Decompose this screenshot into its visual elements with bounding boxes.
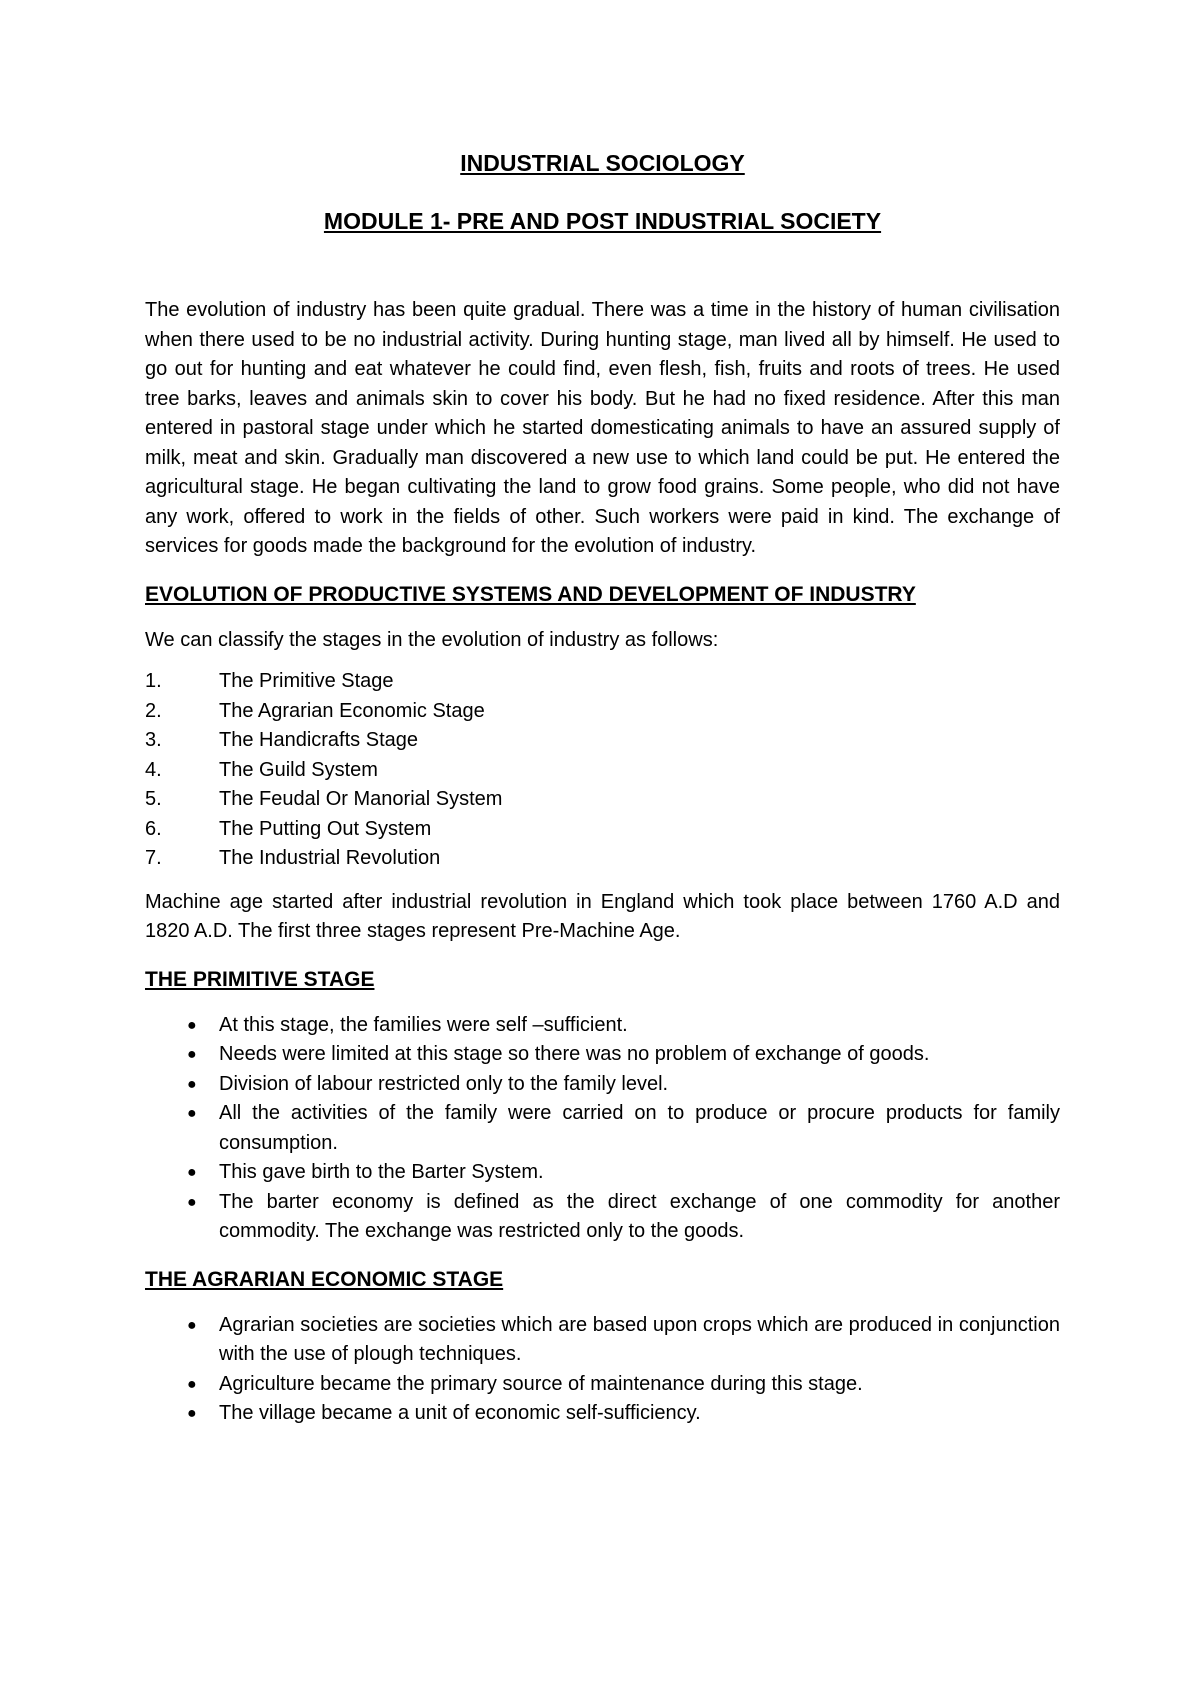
stages-list <box>145 667 1060 874</box>
bullet-icon: ● <box>187 1105 197 1122</box>
list-item <box>145 1370 1060 1400</box>
agrarian-stage-list <box>145 1311 1060 1429</box>
list-number: 5. <box>145 788 162 810</box>
machine-age-paragraph: Machine age started after industrial revolution in England which took place between 1760 A.D and 1820 A.D. The first three stages represent Pre-Machine Age. <box>145 890 1060 942</box>
list-item-text: All the activities of the family were carried on to produce or procure products for family consumption. <box>219 1102 1060 1154</box>
list-item <box>145 1311 1060 1370</box>
list-item-label: The Guild System <box>219 758 378 781</box>
bullet-icon: ● <box>187 1375 197 1393</box>
list-item <box>145 1399 1060 1429</box>
list-item-text: At this stage, the families were self –sufficient. <box>219 1013 628 1036</box>
list-item-label: The Handicrafts Stage <box>219 729 418 751</box>
list-item-text: This gave birth to the Barter System. <box>219 1161 544 1183</box>
document-body <box>145 148 1060 1443</box>
bullet-icon: ● <box>187 1016 197 1034</box>
list-item <box>145 1070 1060 1100</box>
evolution-intro: We can classify the stages in the evolution of industry as follows: <box>145 628 719 651</box>
list-item <box>145 1158 1060 1188</box>
list-item <box>145 815 1060 845</box>
list-item <box>145 667 1060 697</box>
primitive-stage-list <box>145 1011 1060 1247</box>
bullet-icon: ● <box>187 1316 197 1334</box>
list-number: 7. <box>145 847 162 869</box>
list-item-text: The barter economy is defined as the direct exchange of one commodity for another commodity. The exchange was restricted only to the goods. <box>219 1190 1060 1242</box>
list-item-text: Agriculture became the primary source of maintenance during this stage. <box>219 1372 863 1395</box>
bullet-icon: ● <box>187 1164 197 1181</box>
list-number: 4. <box>145 758 162 781</box>
list-item <box>145 756 1060 786</box>
bullet-icon: ● <box>187 1046 197 1063</box>
list-item-label: The Agrarian Economic Stage <box>219 699 485 722</box>
module-title: MODULE 1- PRE AND POST INDUSTRIAL SOCIETY <box>323 208 882 234</box>
list-number: 2. <box>145 699 162 722</box>
bullet-icon: ● <box>187 1075 197 1093</box>
list-item <box>145 726 1060 756</box>
list-number: 3. <box>145 729 162 751</box>
list-item <box>145 785 1060 815</box>
list-item <box>145 844 1060 874</box>
list-number: 1. <box>145 670 162 692</box>
list-item-label: The Feudal Or Manorial System <box>219 788 503 810</box>
list-item-text: Division of labour restricted only to the family level. <box>219 1072 669 1095</box>
bullet-icon: ● <box>187 1405 197 1422</box>
list-item-text: Needs were limited at this stage so there was no problem of exchange of goods. <box>219 1043 930 1065</box>
intro-paragraph: The evolution of industry has been quite gradual. There was a time in the history of human civilisation when there used to be no industrial activity. During hunting stage, man lived all by himself. He used to go out for hunting and eat whatever he could find, even flesh, fish, fruits and roots of trees. He used tree barks, leaves and animals skin to cover his body. But he had no fixed residence. After this man entered in pastoral stage under which he started domesticating animals to have an assured supply of milk, meat and skin. Gradually man discovered a new use to which land could be put. He entered the agricultural stage. He began cultivating the land to grow food grains. Some people, who did not have any work, offered to work in the fields of other. Such workers were paid in kind. The exchange of services for goods made the background for the evolution of industry. <box>145 299 1060 557</box>
list-item <box>145 1188 1060 1247</box>
list-item <box>145 697 1060 727</box>
primitive-stage-heading: THE PRIMITIVE STAGE <box>145 967 375 991</box>
list-number: 6. <box>145 817 162 840</box>
agrarian-stage-heading: THE AGRARIAN ECONOMIC STAGE <box>145 1267 504 1291</box>
list-item-label: The Primitive Stage <box>219 670 394 692</box>
list-item-text: The village became a unit of economic self-sufficiency. <box>219 1402 701 1424</box>
list-item-label: The Putting Out System <box>219 817 432 840</box>
list-item <box>145 1040 1060 1070</box>
list-item <box>145 1099 1060 1158</box>
document-title: INDUSTRIAL SOCIOLOGY <box>460 150 745 176</box>
list-item-text: Agrarian societies are societies which are based upon crops which are produced in conjunction with the use of plough techniques. <box>219 1313 1060 1365</box>
evolution-heading: EVOLUTION OF PRODUCTIVE SYSTEMS AND DEVELOPMENT OF INDUSTRY <box>145 582 916 606</box>
bullet-icon: ● <box>187 1193 197 1211</box>
list-item <box>145 1011 1060 1041</box>
list-item-label: The Industrial Revolution <box>219 847 441 869</box>
